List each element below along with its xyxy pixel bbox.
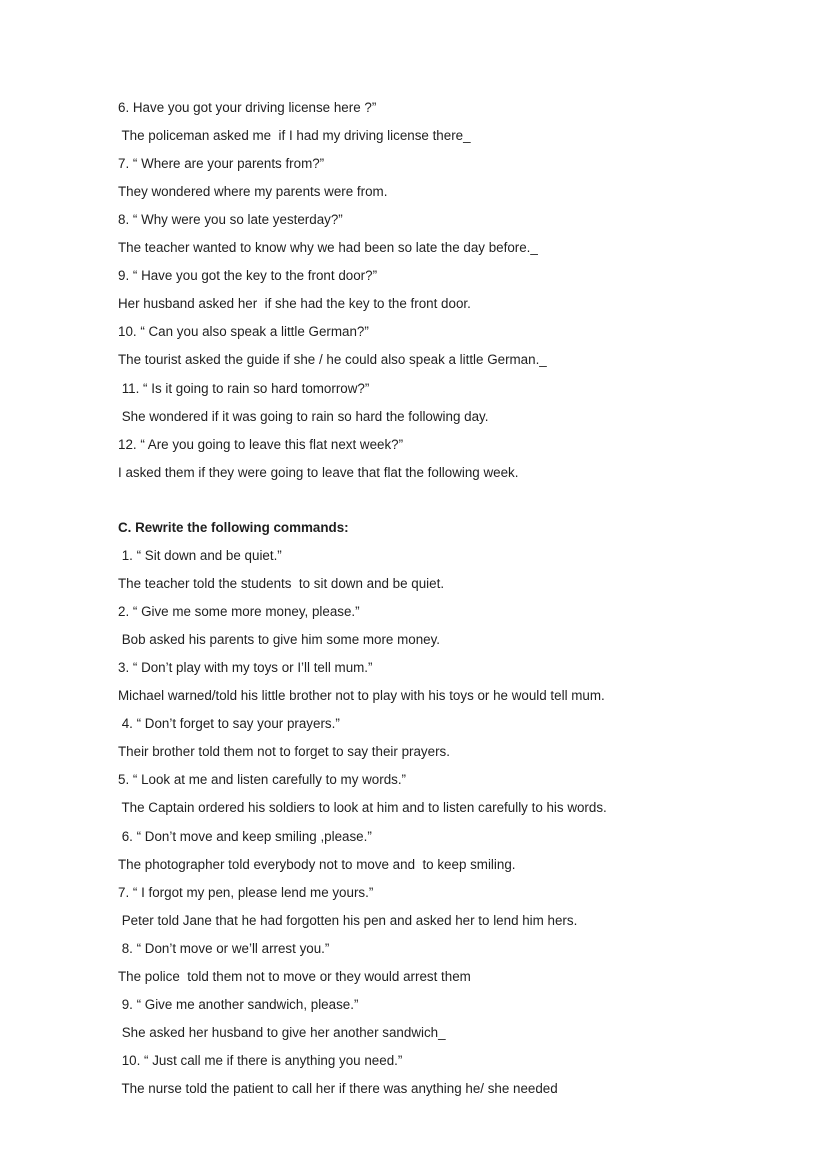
text-line: The police told them not to move or they would arrest them — [118, 968, 471, 984]
text-line: 7. “ I forgot my pen, please lend me yours.” — [118, 884, 374, 900]
text-line: The teacher wanted to know why we had been so late the day before._ — [118, 240, 538, 256]
text-line: 10. “ Just call me if there is anything you need.” — [118, 1052, 403, 1068]
text-line: 12. “ Are you going to leave this flat next week?” — [118, 436, 404, 452]
text-line: She wondered if it was going to rain so hard the following day. — [118, 408, 489, 424]
text-line: 1. “ Sit down and be quiet.” — [118, 548, 282, 563]
text-line: Her husband asked her if she had the key to the front door. — [118, 296, 471, 312]
text-line: Michael warned/told his little brother not to play with his toys or he would tell mum. — [118, 688, 605, 704]
text-line: 8. “ Don’t move or we’ll arrest you.” — [118, 940, 330, 956]
text-line: The teacher told the students to sit down and be quiet. — [118, 576, 445, 592]
text-line: 2. “ Give me some more money, please.” — [118, 604, 360, 620]
text-line: The Captain ordered his soldiers to look at him and to listen carefully to his words. — [118, 800, 607, 816]
text-line: The tourist asked the guide if she / he could also speak a little German._ — [118, 352, 547, 368]
text-line: 9. “ Give me another sandwich, please.” — [118, 996, 359, 1012]
text-line: Peter told Jane that he had forgotten his pen and asked her to lend him hers. — [118, 912, 578, 928]
text-line: She asked her husband to give her another sandwich_ — [118, 1024, 446, 1040]
section-c-heading: C. Rewrite the following commands: — [118, 520, 349, 535]
text-line: 5. “ Look at me and listen carefully to my words.” — [118, 772, 407, 788]
text-line: 6. “ Don’t move and keep smiling ,please.” — [118, 828, 372, 844]
text-line: 3. “ Don’t play with my toys or I’ll tell mum.” — [118, 660, 373, 676]
text-line: The photographer told everybody not to move and to keep smiling. — [118, 856, 516, 872]
text-line: They wondered where my parents were from. — [118, 184, 388, 200]
text-line: 4. “ Don’t forget to say your prayers.” — [118, 716, 340, 732]
text-line: Their brother told them not to forget to say their prayers. — [118, 744, 450, 760]
text-line: The nurse told the patient to call her if there was anything he/ she needed — [118, 1080, 558, 1096]
text-line: 7. “ Where are your parents from?” — [118, 156, 325, 172]
text-line: I asked them if they were going to leave that flat the following week. — [118, 464, 519, 480]
text-line: 9. “ Have you got the key to the front door?” — [118, 268, 378, 284]
text-line: 11. “ Is it going to rain so hard tomorrow?” — [118, 380, 370, 396]
text-line: Bob asked his parents to give him some more money. — [118, 632, 441, 648]
text-line: 10. “ Can you also speak a little German?” — [118, 324, 369, 340]
text-line: 6. Have you got your driving license here ?” — [118, 100, 377, 115]
text-line: 8. “ Why were you so late yesterday?” — [118, 212, 343, 228]
text-line: The policeman asked me if I had my driving license there_ — [118, 128, 471, 144]
